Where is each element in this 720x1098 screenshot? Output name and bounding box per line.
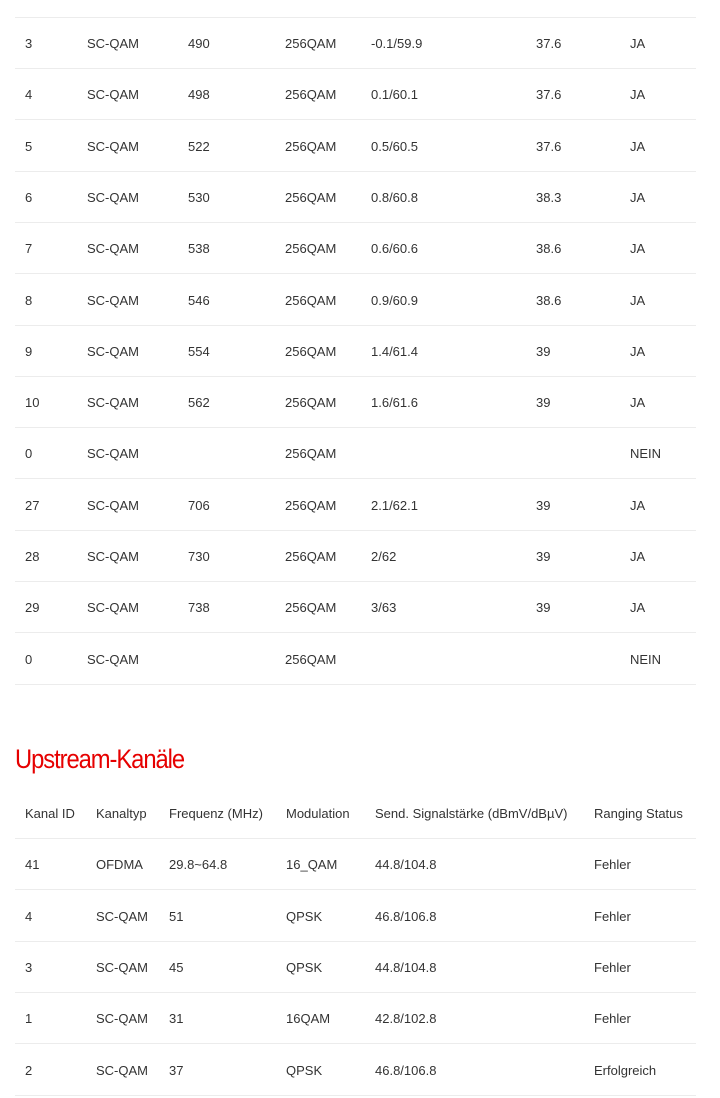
downstream-table-row bbox=[15, 531, 696, 582]
downstream-cell-channel-type: SC-QAM bbox=[87, 446, 139, 462]
downstream-cell-channel-type: SC-QAM bbox=[87, 138, 139, 154]
downstream-cell-channel-type: SC-QAM bbox=[87, 497, 139, 513]
downstream-cell-power-snr: 0.5/60.5 bbox=[371, 138, 418, 154]
upstream-cell-signal-strength: 42.8/102.8 bbox=[375, 1011, 437, 1027]
downstream-cell-channel-id: 8 bbox=[25, 292, 33, 308]
upstream-cell-ranging-status: Fehler bbox=[594, 959, 631, 975]
downstream-cell-frequency: 538 bbox=[188, 241, 210, 257]
downstream-cell-locked: NEIN bbox=[630, 446, 662, 462]
downstream-cell-locked: JA bbox=[630, 395, 646, 411]
upstream-table-row bbox=[15, 839, 696, 890]
downstream-table-row bbox=[15, 480, 696, 531]
downstream-cell-locked: JA bbox=[630, 189, 646, 205]
downstream-cell-modulation: 256QAM bbox=[285, 189, 337, 205]
upstream-cell-modulation: 16QAM bbox=[286, 1011, 331, 1027]
downstream-cell-channel-id: 0 bbox=[25, 651, 33, 667]
downstream-cell-channel-id: 4 bbox=[25, 87, 33, 103]
upstream-cell-frequency: 29.8~64.8 bbox=[169, 857, 228, 873]
downstream-cell-frequency: 498 bbox=[188, 87, 210, 103]
downstream-table-row bbox=[15, 223, 696, 274]
downstream-cell-locked: JA bbox=[630, 36, 646, 51]
downstream-cell-channel-id: 28 bbox=[25, 549, 40, 564]
upstream-section-title: Upstream-Kanäle bbox=[15, 744, 185, 774]
downstream-cell-frequency: 562 bbox=[188, 395, 210, 411]
downstream-table-row bbox=[15, 18, 696, 69]
downstream-cell-locked: JA bbox=[630, 138, 646, 154]
downstream-cell-channel-id: 9 bbox=[25, 343, 33, 359]
downstream-cell-frequency: 530 bbox=[188, 189, 210, 205]
downstream-cell-locked: JA bbox=[630, 87, 646, 103]
downstream-cell-power-snr: 0.6/60.6 bbox=[371, 241, 418, 257]
downstream-cell-modulation: 256QAM bbox=[285, 497, 337, 513]
downstream-cell-snr: 39 bbox=[536, 549, 551, 564]
downstream-cell-frequency: 546 bbox=[188, 292, 210, 308]
downstream-cell-channel-type: SC-QAM bbox=[87, 292, 139, 308]
upstream-cell-channel-id: 2 bbox=[25, 1062, 33, 1078]
upstream-cell-channel-type: OFDMA bbox=[96, 857, 143, 873]
downstream-cell-locked: JA bbox=[630, 241, 646, 257]
downstream-cell-modulation: 256QAM bbox=[285, 343, 337, 359]
upstream-cell-ranging-status: Fehler bbox=[594, 908, 631, 924]
downstream-cell-locked: JA bbox=[630, 343, 646, 359]
downstream-cell-power-snr: 0.8/60.8 bbox=[371, 189, 418, 205]
upstream-table-header bbox=[15, 788, 696, 839]
downstream-cell-channel-id: 6 bbox=[25, 189, 33, 205]
upstream-cell-frequency: 37 bbox=[169, 1062, 184, 1078]
upstream-table-row bbox=[15, 1045, 696, 1096]
upstream-table-row bbox=[15, 942, 696, 993]
downstream-cell-modulation: 256QAM bbox=[285, 138, 337, 154]
downstream-cell-modulation: 256QAM bbox=[285, 395, 337, 411]
upstream-cell-channel-type: SC-QAM bbox=[96, 959, 148, 975]
downstream-cell-power-snr: 2.1/62.1 bbox=[371, 497, 418, 513]
downstream-cell-power-snr: -0.1/59.9 bbox=[371, 36, 423, 51]
downstream-cell-channel-id: 5 bbox=[25, 138, 33, 154]
upstream-cell-modulation: QPSK bbox=[286, 959, 323, 975]
downstream-cell-power-snr: 0.1/60.1 bbox=[371, 87, 418, 103]
downstream-cell-frequency: 730 bbox=[188, 549, 210, 564]
upstream-cell-channel-type: SC-QAM bbox=[96, 908, 148, 924]
upstream-header-channel-id: Kanal ID bbox=[25, 806, 75, 821]
upstream-cell-channel-id: 3 bbox=[25, 959, 33, 975]
upstream-cell-channel-id: 4 bbox=[25, 908, 33, 924]
downstream-cell-modulation: 256QAM bbox=[285, 241, 337, 257]
downstream-cell-snr: 39 bbox=[536, 343, 551, 359]
downstream-cell-snr: 38.3 bbox=[536, 189, 562, 205]
upstream-table-row bbox=[15, 993, 696, 1044]
downstream-cell-channel-type: SC-QAM bbox=[87, 36, 139, 51]
upstream-cell-signal-strength: 44.8/104.8 bbox=[375, 857, 437, 873]
upstream-cell-channel-type: SC-QAM bbox=[96, 1011, 148, 1027]
downstream-cell-channel-id: 7 bbox=[25, 241, 33, 257]
downstream-cell-power-snr: 1.4/61.4 bbox=[371, 343, 418, 359]
downstream-cell-snr: 39 bbox=[536, 600, 551, 616]
upstream-cell-signal-strength: 46.8/106.8 bbox=[375, 1062, 437, 1078]
downstream-cell-frequency: 490 bbox=[188, 36, 210, 51]
downstream-cell-frequency: 706 bbox=[188, 497, 210, 513]
downstream-cell-modulation: 256QAM bbox=[285, 651, 337, 667]
downstream-cell-modulation: 256QAM bbox=[285, 36, 337, 51]
downstream-cell-snr: 37.6 bbox=[536, 87, 562, 103]
downstream-table-row bbox=[15, 69, 696, 120]
downstream-cell-channel-id: 10 bbox=[25, 395, 40, 411]
downstream-cell-channel-type: SC-QAM bbox=[87, 600, 139, 616]
upstream-cell-frequency: 45 bbox=[169, 959, 184, 975]
downstream-table-row bbox=[15, 428, 696, 479]
downstream-cell-frequency: 554 bbox=[188, 343, 210, 359]
upstream-cell-ranging-status: Fehler bbox=[594, 857, 631, 873]
upstream-cell-modulation: QPSK bbox=[286, 908, 323, 924]
downstream-cell-snr: 38.6 bbox=[536, 241, 562, 257]
downstream-cell-modulation: 256QAM bbox=[285, 600, 337, 616]
downstream-cell-locked: JA bbox=[630, 600, 646, 616]
upstream-cell-signal-strength: 44.8/104.8 bbox=[375, 959, 437, 975]
upstream-table-row bbox=[15, 891, 696, 942]
upstream-header-frequency: Frequenz (MHz) bbox=[169, 806, 263, 821]
downstream-cell-snr: 39 bbox=[536, 395, 551, 411]
upstream-cell-ranging-status: Fehler bbox=[594, 1011, 631, 1027]
downstream-cell-modulation: 256QAM bbox=[285, 87, 337, 103]
downstream-cell-snr: 37.6 bbox=[536, 138, 562, 154]
downstream-cell-modulation: 256QAM bbox=[285, 549, 337, 564]
upstream-header-channel-type: Kanaltyp bbox=[96, 806, 147, 821]
downstream-cell-channel-id: 27 bbox=[25, 497, 40, 513]
downstream-table-row bbox=[15, 121, 696, 172]
downstream-cell-frequency: 522 bbox=[188, 138, 210, 154]
upstream-cell-signal-strength: 46.8/106.8 bbox=[375, 908, 437, 924]
upstream-header-modulation: Modulation bbox=[286, 806, 350, 821]
downstream-cell-channel-type: SC-QAM bbox=[87, 241, 139, 257]
downstream-cell-modulation: 256QAM bbox=[285, 292, 337, 308]
downstream-cell-channel-type: SC-QAM bbox=[87, 343, 139, 359]
downstream-cell-power-snr: 1.6/61.6 bbox=[371, 395, 418, 411]
upstream-cell-ranging-status: Erfolgreich bbox=[594, 1062, 657, 1078]
downstream-cell-locked: NEIN bbox=[630, 651, 662, 667]
upstream-cell-frequency: 31 bbox=[169, 1011, 184, 1027]
upstream-cell-modulation: 16_QAM bbox=[286, 857, 338, 873]
downstream-cell-power-snr: 0.9/60.9 bbox=[371, 292, 418, 308]
downstream-table-row bbox=[15, 275, 696, 326]
downstream-table-row bbox=[15, 172, 696, 223]
downstream-cell-channel-type: SC-QAM bbox=[87, 395, 139, 411]
upstream-cell-channel-id: 1 bbox=[25, 1011, 33, 1027]
downstream-table-row bbox=[15, 582, 696, 633]
downstream-cell-channel-id: 3 bbox=[25, 36, 33, 51]
downstream-cell-channel-type: SC-QAM bbox=[87, 189, 139, 205]
downstream-cell-power-snr: 2/62 bbox=[371, 549, 397, 564]
downstream-cell-power-snr: 3/63 bbox=[371, 600, 397, 616]
downstream-table-row bbox=[15, 326, 696, 377]
downstream-table-row bbox=[15, 634, 696, 685]
downstream-cell-locked: JA bbox=[630, 549, 646, 564]
downstream-cell-snr: 39 bbox=[536, 497, 551, 513]
downstream-cell-modulation: 256QAM bbox=[285, 446, 337, 462]
upstream-cell-channel-id: 41 bbox=[25, 857, 40, 873]
upstream-cell-frequency: 51 bbox=[169, 908, 184, 924]
downstream-cell-channel-id: 0 bbox=[25, 446, 33, 462]
upstream-header-signal-strength: Send. Signalstärke (dBmV/dBµV) bbox=[375, 806, 568, 821]
downstream-cell-channel-type: SC-QAM bbox=[87, 651, 139, 667]
downstream-cell-snr: 38.6 bbox=[536, 292, 562, 308]
upstream-header-ranging-status: Ranging Status bbox=[594, 806, 683, 821]
downstream-cell-locked: JA bbox=[630, 292, 646, 308]
downstream-cell-locked: JA bbox=[630, 497, 646, 513]
upstream-cell-modulation: QPSK bbox=[286, 1062, 323, 1078]
downstream-cell-snr: 37.6 bbox=[536, 36, 562, 51]
downstream-cell-frequency: 738 bbox=[188, 600, 210, 616]
downstream-cell-channel-type: SC-QAM bbox=[87, 549, 139, 564]
downstream-table-row bbox=[15, 377, 696, 428]
upstream-cell-channel-type: SC-QAM bbox=[96, 1062, 148, 1078]
downstream-cell-channel-id: 29 bbox=[25, 600, 40, 616]
downstream-cell-channel-type: SC-QAM bbox=[87, 87, 139, 103]
